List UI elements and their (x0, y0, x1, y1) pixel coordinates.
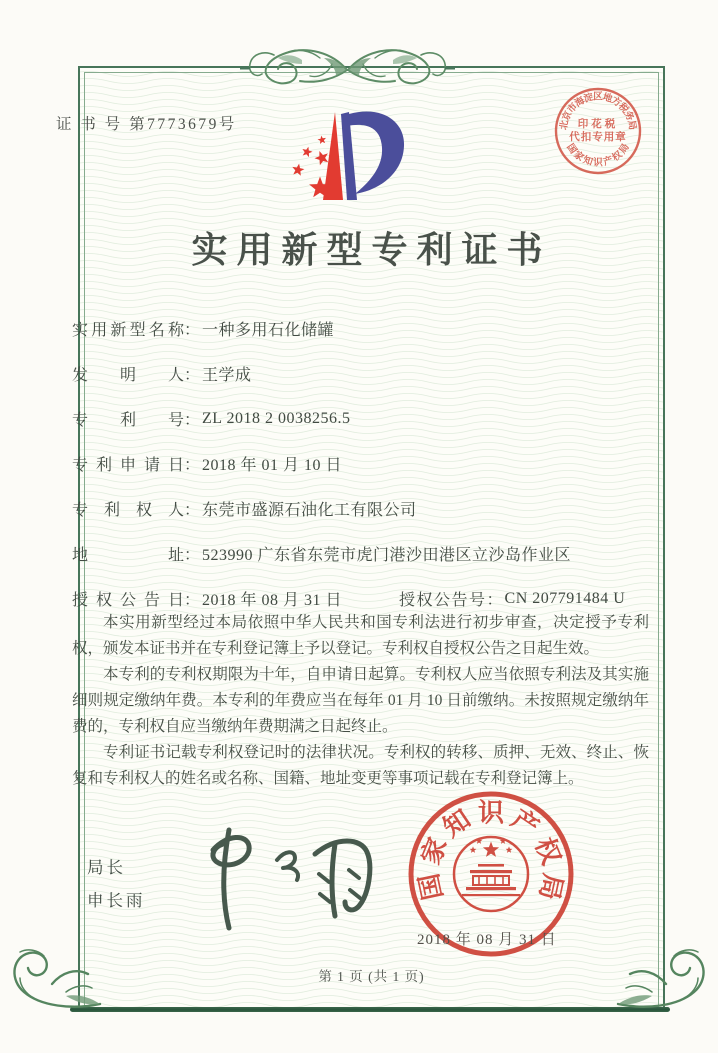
field-label: 实用新型名称 (72, 322, 184, 339)
certificate-number: 证 书 号 第7773679号 (56, 116, 237, 133)
border-frame-bottom-rule (70, 1007, 670, 1012)
legal-paragraph: 本专利的专利权期限为十年，自申请日起算。专利权人应当依照专利法及其实施细则规定缴纳年费。本专利的年费应当在每年 01 月 10 日前缴纳。未按照规定缴纳年费的，专利权自应当缴纳年费期满之日起终止。 (72, 666, 649, 735)
legal-paragraph: 专利证书记载专利权登记时的法律状况。专利权的转移、质押、无效、终止、恢复和专利权人的姓名或名称、国籍、地址变更等事项记载在专利登记簿上。 (72, 744, 649, 787)
certificate-title: 实用新型专利证书 (191, 230, 552, 270)
field-row-address (72, 531, 647, 576)
signatory-block (87, 851, 146, 917)
svg-text:局: 局 (625, 119, 637, 131)
field-label: 地址 (72, 547, 184, 564)
field-label: 授权公告日 (72, 592, 184, 609)
director-name: 申长雨 (87, 891, 146, 910)
field-colon: ： (184, 412, 201, 429)
field-colon: ： (184, 502, 201, 519)
field-value: 523990 广东省东莞市虎门港沙田港区立沙岛作业区 (202, 547, 572, 564)
svg-text:权: 权 (610, 149, 625, 164)
svg-text:知: 知 (581, 155, 594, 169)
field-colon: ： (486, 592, 503, 609)
field-value: 2018 年 08 月 31 日 (202, 592, 343, 609)
svg-text:局: 局 (618, 142, 632, 156)
grant-number-label: 授权公告号 (399, 592, 487, 609)
field-row-patentee (72, 486, 647, 531)
field-label: 发明人 (72, 367, 184, 384)
grant-number-value: CN 207791484 U (504, 589, 626, 607)
svg-text:知: 知 (438, 804, 476, 843)
svg-text:国: 国 (564, 142, 578, 156)
svg-text:产: 产 (506, 804, 544, 843)
svg-text:识: 识 (477, 798, 505, 828)
svg-text:淀: 淀 (582, 92, 595, 105)
svg-text:国: 国 (414, 870, 449, 903)
field-value: 一种多用石化储罐 (202, 322, 335, 339)
svg-text:家: 家 (571, 149, 586, 164)
cnipa-logo-icon (283, 100, 435, 212)
svg-text:权: 权 (529, 833, 566, 869)
field-value: 2018 年 01 月 10 日 (202, 457, 343, 474)
svg-text:务: 务 (621, 109, 635, 123)
field-colon: ： (184, 592, 201, 609)
field-row-name (72, 306, 647, 351)
director-title: 局长 (87, 858, 126, 877)
page-footer: 第 1 页 (共 1 页) (318, 969, 425, 984)
director-signature (165, 818, 380, 943)
field-colon: ： (184, 457, 201, 474)
field-row-filing-date (72, 441, 647, 486)
top-foliage-ornament-icon (240, 40, 455, 96)
svg-text:识: 识 (593, 158, 603, 169)
field-value: ZL 2018 2 0038256.5 (202, 409, 351, 427)
field-row-inventor (72, 351, 647, 396)
field-colon: ： (184, 367, 201, 384)
tax-stamp-center-line1: 印花税 (577, 119, 619, 130)
svg-text:局: 局 (533, 870, 568, 903)
svg-text:方: 方 (609, 95, 623, 110)
svg-text:市: 市 (566, 101, 580, 116)
svg-text:地: 地 (601, 92, 614, 105)
field-colon: ： (184, 322, 201, 339)
field-label: 专利权人 (72, 502, 184, 519)
field-value: 东莞市盛源石油化工有限公司 (202, 502, 417, 519)
field-label: 专利申请日 (72, 457, 184, 474)
national-emblem-icon (454, 837, 528, 911)
field-label: 专利号 (72, 412, 184, 429)
field-row-patent-number (72, 396, 647, 441)
tax-stamp (552, 85, 644, 177)
legal-paragraph: 本实用新型经过本局依照中华人民共和国专利法进行初步审查，决定授予专利权，颁发本证书并在专利登记簿上予以登记。专利权自授权公告之日起生效。 (72, 614, 649, 657)
legal-text-block (72, 610, 649, 792)
svg-text:京: 京 (561, 109, 575, 123)
svg-text:海: 海 (573, 95, 587, 110)
field-colon: ： (184, 547, 201, 564)
field-list (72, 306, 647, 621)
seal-date: 2018 年 08 月 31 日 (417, 932, 557, 948)
svg-text:区: 区 (593, 92, 603, 103)
field-value: 王学成 (202, 367, 252, 384)
tax-stamp-center-line2: 代扣专用章 (569, 132, 627, 143)
svg-text:家: 家 (416, 833, 453, 869)
svg-text:税: 税 (616, 101, 630, 116)
svg-text:产: 产 (602, 155, 615, 169)
svg-text:北: 北 (559, 119, 571, 131)
